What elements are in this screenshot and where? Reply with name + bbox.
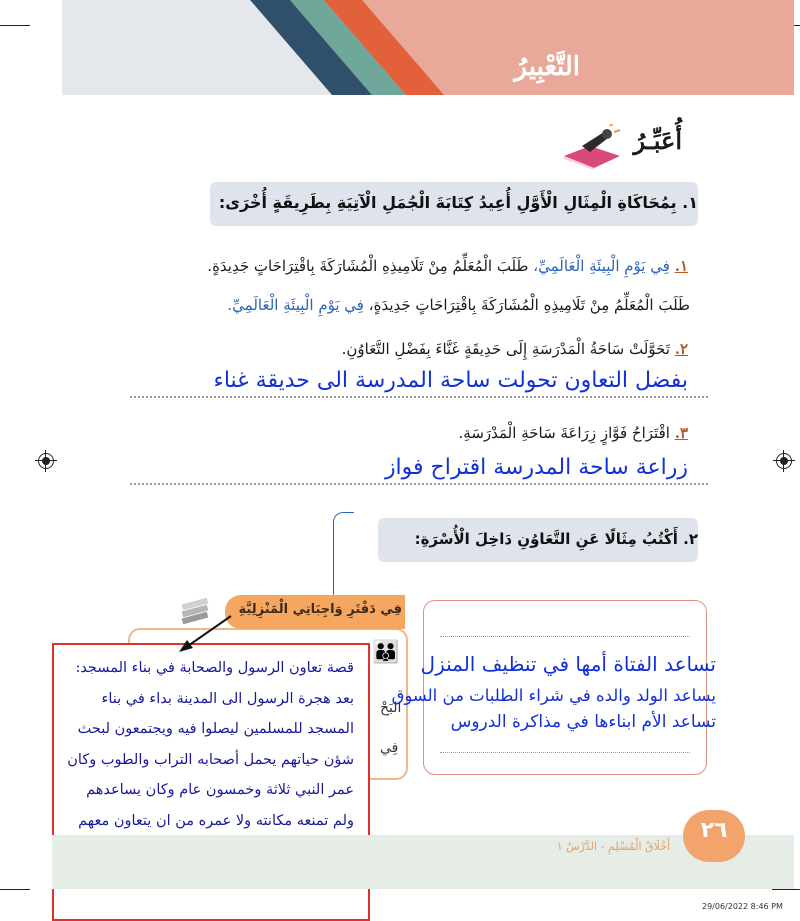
registration-mark-icon bbox=[776, 453, 792, 469]
example-rewrite bbox=[227, 296, 690, 314]
footer-lesson-text: أَخْلَاقُ الْمُسْلِمِ - الدَّرْسُ ١ bbox=[556, 840, 670, 853]
megaphone-book-icon bbox=[560, 124, 624, 170]
item-2-answer: بفضل التعاون تحولت ساحة المدرسة الى حديقة غناء bbox=[213, 368, 688, 393]
footer-band bbox=[52, 835, 794, 889]
family-answer-3: تساعد الأم ابناءها في مذاكرة الدروس bbox=[450, 712, 716, 732]
item-number: ٣. bbox=[674, 424, 688, 442]
print-timestamp: 29/06/2022 8:46 PM bbox=[702, 902, 783, 911]
family-answer-1: تساعد الفتاة أمها في تنظيف المنزل bbox=[420, 652, 716, 676]
banner-stripes-icon bbox=[62, 0, 794, 95]
chapter-banner bbox=[62, 0, 794, 95]
note-text: قصة تعاون الرسول والصحابة في بناء المسجد: بعد هجرة الرسول الى المدينة بداء في بناء المسجد للمسلمين ليصلوا فيه ويجتمعون لبحث شؤن حياتهم يحمل أصحابه التراب والطوب وكان عمر النبي ثلاثة وخمسون عام وكان يساعدهم ولم تمنعه مكانته ولا عمره من ان يتعاون معهم bbox=[67, 660, 354, 829]
family-icon: 👪 bbox=[372, 640, 400, 665]
card-text-fragment: فِي bbox=[380, 740, 399, 756]
answer-line bbox=[440, 752, 690, 753]
rewrite-start: طَلَبَ الْمُعَلِّمُ مِنْ تَلَامِيذِهِ الْمُشَارَكَةَ بِاقْتِرَاحَاتٍ جَدِيدَةٍ، bbox=[363, 296, 690, 314]
crop-mark bbox=[0, 889, 30, 890]
question-1-prompt: ١. بِمُحَاكَاةِ الْمِثَالِ الْأَوَّلِ أُعِيدُ كِتَابَةَ الْجُمَلِ الْآتِيَةِ بِطَرِيقَةٍ أُخْرَى: bbox=[218, 193, 698, 212]
page-number: ٢٦ bbox=[700, 818, 728, 843]
item-3-sentence bbox=[459, 424, 688, 442]
crop-mark bbox=[772, 889, 800, 890]
card-text-fragment: البَحْ bbox=[380, 700, 402, 716]
rewrite-highlight: فِي يَوْمِ الْبِيئَةِ الْعَالَمِيِّ. bbox=[227, 296, 364, 314]
item-number: ١. bbox=[674, 257, 688, 275]
item-2-sentence bbox=[342, 340, 688, 358]
answer-line bbox=[440, 636, 690, 637]
homework-label: فِي دَفْتَرِ وَاجِبَاتِي الْمَنْزِلِيَّةِ bbox=[238, 602, 402, 617]
family-answer-2: يساعد الولد والده في شراء الطلبات من السوق bbox=[391, 686, 716, 705]
item-3-answer: زراعة ساحة المدرسة اقتراح فواز bbox=[384, 455, 688, 480]
example-sentence bbox=[207, 257, 688, 275]
answer-line bbox=[130, 483, 708, 485]
question-2-prompt: ٢. أَكْتُبُ مِثَالًا عَنِ التَّعَاوُنِ دَاخِلَ الْأُسْرَةِ: bbox=[414, 530, 698, 548]
crop-mark bbox=[0, 25, 30, 26]
sentence-rest: طَلَبَ الْمُعَلِّمُ مِنْ تَلَامِيذِهِ الْمُشَارَكَةَ بِاقْتِرَاحَاتٍ جَدِيدَةٍ. bbox=[207, 257, 534, 275]
arrow-icon bbox=[175, 614, 235, 654]
banner-title: التَّعْبِيرُ bbox=[514, 52, 580, 82]
section-title: أُعَبِّـرُ bbox=[633, 126, 682, 155]
answer-line bbox=[130, 396, 708, 398]
item-3-text: اقْتَرَاحُ فَوَّازٍ زِرَاعَةَ سَاحَةِ الْمَدْرَسَةِ. bbox=[458, 424, 670, 442]
item-2-text: تَحَوَّلَتْ سَاحَةُ الْمَدْرَسَةِ إِلَى حَدِيقَةٍ غَنَّاءَ بِفَضْلِ التَّعَاوُنِ. bbox=[341, 340, 670, 358]
item-number: ٢. bbox=[674, 340, 688, 358]
sentence-highlight: فِي يَوْمِ الْبِيئَةِ الْعَالَمِيِّ، bbox=[533, 257, 670, 275]
registration-mark-icon bbox=[38, 453, 54, 469]
